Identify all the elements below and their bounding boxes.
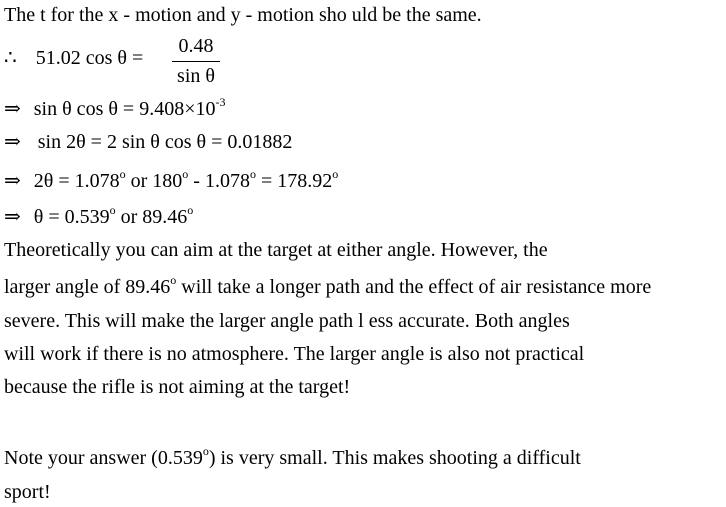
equation-1	[4, 46, 143, 70]
note-line-2	[4, 480, 51, 504]
paragraph-text: severe. This will make the larger angle path l ess accurate. Both angles	[4, 310, 570, 332]
equation-4-part-3: - 1.078	[193, 170, 250, 192]
equation-2-text: sin θ cos θ = 9.408×10	[33, 98, 216, 120]
degree-sign: o	[332, 167, 339, 181]
implies-arrow-icon: ⇒	[4, 98, 21, 120]
equation-4-part-4: = 178.92	[260, 170, 333, 192]
degree-sign: o	[182, 167, 189, 181]
paragraph-line-3	[4, 309, 570, 333]
degree-sign: o	[249, 167, 256, 181]
equation-5	[4, 205, 193, 229]
paragraph-text: Theoretically you can aim at the target at either angle. However, the	[4, 239, 548, 261]
equation-5-part-2: or 89.46	[120, 206, 188, 228]
fraction-numerator: 0.48	[178, 35, 214, 57]
paragraph-line-2	[4, 275, 651, 299]
therefore-symbol: ∴	[4, 47, 17, 69]
degree-sign: o	[202, 444, 209, 458]
equation-5-part-1: θ = 0.539	[33, 206, 110, 228]
degree-sign: o	[109, 203, 116, 217]
equation-2-exponent: -3	[215, 95, 226, 109]
equation-4	[4, 169, 338, 193]
note-text: ) is very small. This makes shooting a difficult	[208, 447, 581, 469]
note-text: sport!	[4, 481, 51, 503]
note-text: Note your answer (0.539	[4, 447, 203, 469]
implies-arrow-icon: ⇒	[4, 170, 21, 192]
fraction	[172, 34, 220, 88]
fraction-bar	[172, 61, 220, 62]
implies-arrow-icon: ⇒	[4, 131, 21, 153]
paragraph-text: will take a longer path and the effect of air resistance more	[176, 276, 652, 298]
paragraph-line-4	[4, 342, 584, 366]
equation-1-lhs: 51.02 cos θ =	[35, 47, 144, 69]
equation-4-part-2: or 180	[130, 170, 183, 192]
degree-sign: o	[170, 273, 177, 287]
paragraph-line-1	[4, 238, 548, 262]
equation-3-text: sin 2θ = 2 sin θ cos θ = 0.01882	[37, 131, 293, 153]
equation-4-part-1: 2θ = 1.078	[33, 170, 120, 192]
paragraph-text: larger angle of 89.46	[4, 276, 171, 298]
implies-arrow-icon: ⇒	[4, 206, 21, 228]
intro-line	[4, 3, 482, 27]
intro-text: The t for the x - motion and y - motion sho uld be the same.	[4, 4, 482, 26]
equation-2	[4, 97, 225, 121]
note-line-1	[4, 446, 581, 470]
degree-sign: o	[119, 167, 126, 181]
paragraph-text: will work if there is no atmosphere. The larger angle is also not practical	[4, 343, 585, 365]
paragraph-text: because the rifle is not aiming at the target!	[4, 376, 351, 398]
paragraph-line-5	[4, 375, 350, 399]
equation-3	[4, 130, 292, 154]
degree-sign: o	[187, 203, 194, 217]
fraction-denominator: sin θ	[177, 65, 215, 87]
